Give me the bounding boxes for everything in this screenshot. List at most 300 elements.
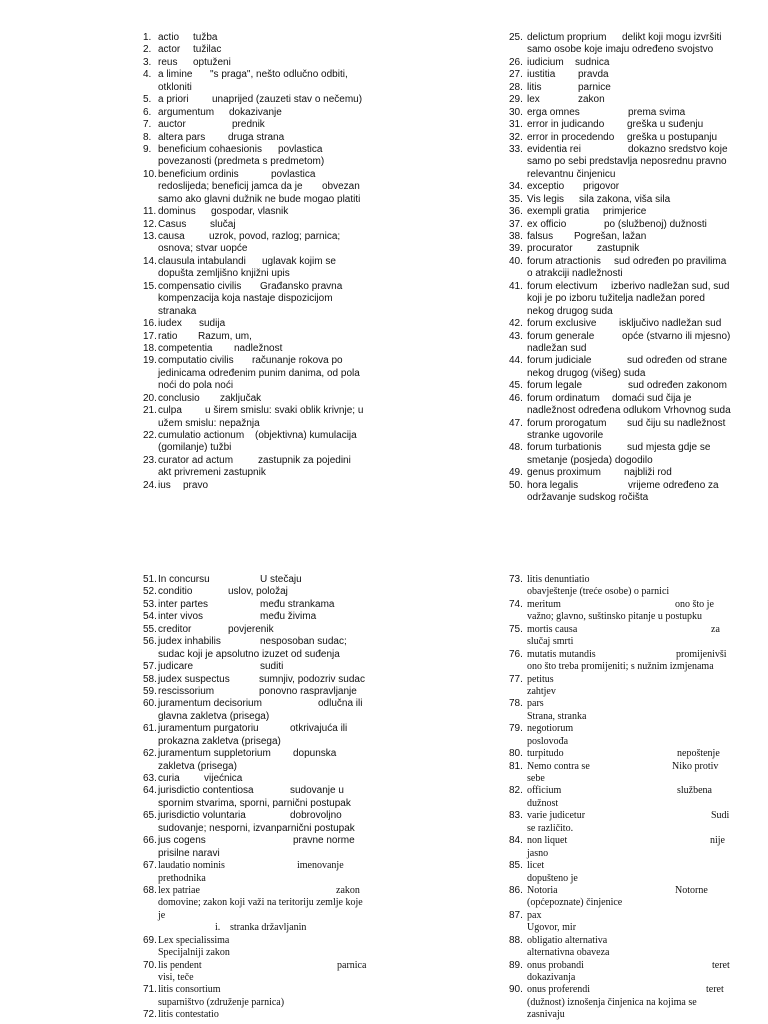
item-first-line <box>143 959 370 972</box>
list-item <box>509 255 737 281</box>
latin-term: error in procedendo <box>527 131 615 143</box>
list-item <box>143 218 370 231</box>
latin-term: beneficium ordinis <box>158 168 239 180</box>
latin-term: curia <box>158 773 180 784</box>
latin-term: litis <box>527 81 542 93</box>
definition-continuation: koji je po izboru tužitelja nadležan pored <box>527 293 705 305</box>
item-first-line <box>143 405 370 417</box>
term-list-top-left <box>143 32 370 492</box>
item-first-line <box>509 81 737 94</box>
latin-term: conditio <box>158 586 193 598</box>
term-definition: u širem smislu: svaki oblik krivnje; u <box>205 405 364 417</box>
item-number: 50. <box>509 479 523 491</box>
term-definition: tužilac <box>193 44 222 56</box>
term-definition: dokazno sredstvo koje <box>628 143 728 155</box>
item-first-line <box>143 168 370 181</box>
item-first-line <box>509 330 737 343</box>
latin-term: culpa <box>158 405 182 417</box>
list-item <box>509 32 737 57</box>
latin-term: litis denuntiatio <box>527 574 590 585</box>
item-number: 28. <box>509 81 523 93</box>
definition-continuation: sebe <box>527 773 545 784</box>
term-definition: Notorne <box>675 884 708 896</box>
term-definition: sudovanje u <box>290 785 344 797</box>
item-number: 5. <box>143 94 152 106</box>
definition-continuation: se različito. <box>527 822 574 834</box>
term-definition: imenovanje <box>297 860 344 872</box>
item-first-line <box>509 860 737 872</box>
item-first-line <box>143 69 370 81</box>
definition-continuation: noći do pola noći <box>158 380 234 392</box>
item-number: 11. <box>143 206 157 218</box>
latin-term: Notoria <box>527 884 558 896</box>
item-number: 4. <box>143 69 152 81</box>
list-item <box>143 69 370 94</box>
item-number: 3. <box>143 56 152 68</box>
latin-term: reus <box>158 56 178 68</box>
list-item <box>509 785 737 810</box>
list-item <box>509 723 737 748</box>
item-first-line <box>509 119 737 131</box>
item-first-line <box>143 723 370 735</box>
item-number: 68. <box>143 884 157 896</box>
term-definition: tužba <box>193 32 218 43</box>
item-first-line <box>509 380 737 392</box>
definition-continuation: Ugovor, mir <box>527 922 577 934</box>
latin-term: conclusio <box>158 392 200 404</box>
item-first-line <box>509 648 737 661</box>
latin-term: auctor <box>158 119 186 131</box>
term-definition: pravne norme <box>293 835 355 847</box>
item-first-line <box>509 623 737 636</box>
item-first-line <box>509 984 737 996</box>
term-definition: povlastica <box>278 143 323 155</box>
item-number: 72. <box>143 1009 157 1021</box>
list-item <box>509 56 737 69</box>
item-first-line <box>143 143 370 156</box>
list-item <box>143 392 370 405</box>
term-definition: sumnjiv, podozriv sudac <box>259 673 365 685</box>
latin-term: actor <box>158 44 181 56</box>
term-definition: sila zakona, viša sila <box>579 193 671 205</box>
item-first-line <box>143 785 370 797</box>
sub-item <box>158 922 370 934</box>
term-definition: među živima <box>260 611 317 623</box>
item-number: 75. <box>509 623 523 635</box>
item-first-line <box>509 748 737 760</box>
item-first-line <box>143 748 370 760</box>
item-number: 39. <box>509 243 523 255</box>
latin-term: forum turbationis <box>527 442 602 454</box>
item-first-line <box>143 32 370 44</box>
term-definition: najbliži rod <box>624 467 672 479</box>
item-first-line <box>143 773 370 785</box>
list-item <box>143 119 370 131</box>
item-first-line <box>509 884 737 897</box>
list-item <box>509 934 737 960</box>
latin-term: mortis causa <box>527 623 578 635</box>
item-first-line <box>509 909 737 922</box>
latin-term: lex <box>527 94 540 106</box>
item-number: 62. <box>143 748 157 760</box>
definition-continuation: dopušta zemljišno knjižni upis <box>158 268 290 280</box>
item-number: 13. <box>143 231 157 242</box>
definition-continuation: samo po sebi predstavlja neposrednu pravno <box>527 156 727 168</box>
item-number: 26. <box>509 56 523 68</box>
item-number: 16. <box>143 318 157 330</box>
list-item <box>509 760 737 786</box>
definition-continuation: zasnivaju <box>527 1009 565 1021</box>
item-number: 27. <box>509 69 523 81</box>
sub-item-text: stranka državljanin <box>230 922 307 934</box>
item-first-line <box>509 181 737 193</box>
item-number: 23. <box>143 454 157 466</box>
list-item <box>509 206 737 218</box>
latin-term: forum generale <box>527 330 595 342</box>
item-first-line <box>143 1009 370 1021</box>
item-number: 83. <box>509 810 523 822</box>
list-item <box>509 243 737 255</box>
definition-continuation: (gomilanje) tužbi <box>158 442 232 454</box>
item-first-line <box>509 32 737 44</box>
item-first-line <box>143 673 370 686</box>
latin-term: beneficium cohaesionis <box>158 143 262 155</box>
list-item <box>143 206 370 218</box>
item-first-line <box>509 835 737 847</box>
item-first-line <box>509 760 737 773</box>
definition-continuation: sudac koji je apsolutno izuzet od suđenja <box>158 648 340 660</box>
item-first-line <box>509 723 737 735</box>
list-item <box>143 56 370 69</box>
item-number: 53. <box>143 598 157 610</box>
latin-term: varie judicetur <box>527 810 586 822</box>
item-first-line <box>509 280 737 293</box>
item-first-line <box>509 131 737 144</box>
definition-continuation: poslovođa <box>527 735 569 747</box>
definition-continuation: Specijalniji zakon <box>158 947 230 959</box>
item-first-line <box>143 218 370 231</box>
list-item <box>509 648 737 674</box>
latin-term: iudex <box>158 318 182 330</box>
latin-term: dominus <box>158 206 196 218</box>
item-first-line <box>509 442 737 454</box>
list-item <box>509 280 737 318</box>
item-first-line <box>509 218 737 231</box>
latin-term: a priori <box>158 94 189 106</box>
item-first-line <box>509 934 737 947</box>
term-definition: parnice <box>578 81 611 93</box>
latin-term: laudatio nominis <box>158 860 225 872</box>
item-number: 60. <box>143 698 157 710</box>
item-number: 64. <box>143 785 157 797</box>
latin-term: inter vivos <box>158 611 204 623</box>
latin-term: rescissorium <box>158 685 215 697</box>
item-number: 59. <box>143 685 157 697</box>
latin-term: exceptio <box>527 181 565 193</box>
item-first-line <box>143 231 370 243</box>
list-item <box>509 909 737 935</box>
latin-term: forum judiciale <box>527 355 592 367</box>
term-definition: sudija <box>199 318 226 330</box>
item-first-line <box>143 106 370 119</box>
item-number: 76. <box>509 648 523 660</box>
term-definition: greška u postupanju <box>627 131 718 143</box>
item-number: 74. <box>509 598 523 610</box>
item-first-line <box>509 810 737 822</box>
item-number: 33. <box>509 143 523 155</box>
latin-term: judex inhabilis <box>158 636 221 648</box>
definition-continuation: o atrakciji nadležnosti <box>527 268 623 280</box>
term-definition: gospodar, vlasnik <box>211 206 289 218</box>
term-definition: dokazivanje <box>229 106 282 118</box>
item-number: 14. <box>143 255 157 267</box>
list-item <box>509 598 737 624</box>
term-definition: parnica <box>337 959 367 971</box>
list-item <box>509 69 737 81</box>
list-item <box>509 355 737 380</box>
list-item <box>509 131 737 144</box>
list-item <box>509 835 737 860</box>
item-number: 30. <box>509 106 523 118</box>
list-item <box>509 392 737 418</box>
definition-continuation: kompenzacija koja nastaje dispozicijom <box>158 293 333 305</box>
item-first-line <box>143 56 370 69</box>
term-definition: vrijeme određeno za <box>628 479 719 491</box>
item-number: 51. <box>143 574 157 585</box>
list-item <box>143 623 370 636</box>
item-number: 66. <box>143 835 157 847</box>
definition-continuation: jasno <box>527 847 549 859</box>
latin-term: delictum proprium <box>527 32 607 43</box>
latin-term: altera pars <box>158 131 206 143</box>
list-item <box>143 342 370 355</box>
latin-term: Lex specialissima <box>158 934 230 946</box>
latin-term: juramentum purgatoriu <box>158 723 259 735</box>
latin-term: computatio civilis <box>158 355 234 367</box>
term-definition: Pogrešan, lažan <box>574 231 647 242</box>
definition-continuation: nekog drugog (višeg) suda <box>527 367 646 379</box>
latin-term: pars <box>527 698 544 710</box>
list-item <box>143 32 370 44</box>
item-first-line <box>509 785 737 797</box>
definition-continuation: glavna zakletva (prisega) <box>158 710 270 722</box>
term-definition: greška u suđenju <box>627 119 704 131</box>
term-definition: zastupnik <box>597 243 640 255</box>
definition-continuation: je <box>158 909 166 921</box>
item-first-line <box>143 810 370 822</box>
list-item <box>509 143 737 181</box>
term-definition: Niko protiv <box>672 760 719 772</box>
list-item <box>143 810 370 835</box>
list-item <box>143 231 370 256</box>
item-first-line <box>143 342 370 355</box>
term-definition: optuženi <box>193 56 231 68</box>
latin-term: officium <box>527 785 562 797</box>
list-item <box>143 574 370 586</box>
definition-continuation: povezanosti (predmeta s predmetom) <box>158 156 325 168</box>
list-item <box>143 168 370 206</box>
item-number: 24. <box>143 479 157 491</box>
item-first-line <box>143 430 370 442</box>
item-number: 86. <box>509 884 523 896</box>
term-definition: prigovor <box>583 181 620 193</box>
latin-term: In concursu <box>158 574 210 585</box>
definition-continuation: prethodnika <box>158 872 206 884</box>
item-first-line <box>143 698 370 710</box>
definition-continuation: nadležnost određena odlukom Vrhovnog suda <box>527 405 731 417</box>
item-number: 9. <box>143 143 152 155</box>
list-item <box>509 94 737 106</box>
term-definition: nadležnost <box>234 342 283 354</box>
list-item <box>143 106 370 119</box>
term-definition: delikt koji mogu izvršiti <box>622 32 722 43</box>
term-definition: sud čiju su nadležnost <box>627 417 726 429</box>
item-number: 2. <box>143 44 152 56</box>
item-first-line <box>143 355 370 367</box>
definition-continuation: zahtjev <box>527 685 556 697</box>
term-definition: teret <box>712 959 730 971</box>
term-definition: ponovno raspravljanje <box>259 685 357 697</box>
definition-continuation: relevantnu činjenicu <box>527 168 616 180</box>
item-number: 25. <box>509 32 523 43</box>
list-item <box>143 685 370 698</box>
item-number: 70. <box>143 959 157 971</box>
list-item <box>143 479 370 492</box>
list-item <box>143 280 370 318</box>
definition-continuation: (dužnost) iznošenja činjenica na kojima se <box>527 996 697 1008</box>
list-item <box>143 598 370 611</box>
latin-term: negotiorum <box>527 723 574 735</box>
definition-continuation: domovine; zakon koji važi na teritoriju zemlje koje <box>158 897 363 909</box>
term-definition: primjerice <box>603 206 647 218</box>
definition-continuation: prisilne naravi <box>158 847 220 859</box>
definition-continuation: slučaj smrti <box>527 636 574 648</box>
term-definition: sud mjesta gdje se <box>627 442 711 454</box>
term-definition: promijenivši <box>676 648 727 660</box>
item-number: 31. <box>509 119 523 131</box>
latin-term: forum electivum <box>527 280 598 292</box>
item-number: 35. <box>509 193 523 205</box>
sub-item-number: i. <box>215 922 221 934</box>
term-definition: Razum, um, <box>198 330 252 342</box>
latin-term: forum atractionis <box>527 255 601 267</box>
list-item <box>509 673 737 699</box>
item-number: 57. <box>143 661 157 673</box>
item-first-line <box>143 574 370 586</box>
term-definition: službena <box>677 785 712 797</box>
term-definition: Građansko pravna <box>260 280 343 292</box>
item-first-line <box>509 392 737 405</box>
item-first-line <box>509 69 737 81</box>
item-first-line <box>509 467 737 479</box>
item-number: 63. <box>143 773 157 784</box>
latin-term: iudicium <box>527 56 564 68</box>
item-number: 43. <box>509 330 523 342</box>
item-first-line <box>143 454 370 467</box>
term-definition: zastupnik za pojedini <box>258 454 351 466</box>
item-first-line <box>143 934 370 947</box>
list-item <box>509 218 737 231</box>
item-number: 7. <box>143 119 152 131</box>
item-number: 40. <box>509 255 523 267</box>
term-definition: slučaj <box>210 218 236 230</box>
list-item <box>509 81 737 94</box>
latin-term: lis pendent <box>158 959 202 971</box>
item-number: 87. <box>509 909 523 921</box>
list-item <box>509 574 737 599</box>
definition-continuation: samo ako glavni dužnik ne bude mogao platiti <box>158 193 361 205</box>
item-number: 65. <box>143 810 157 822</box>
definition-continuation: redoslijeda; beneficij jamca da je obvezan <box>158 181 360 193</box>
item-first-line <box>509 56 737 69</box>
term-list-top-right <box>509 32 737 505</box>
item-first-line <box>143 119 370 131</box>
item-number: 29. <box>509 94 523 106</box>
latin-term: onus probandi <box>527 959 584 971</box>
term-definition: zakon <box>336 884 360 896</box>
term-definition: sud određen zakonom <box>628 380 727 392</box>
latin-term: ratio <box>158 330 178 342</box>
list-item <box>143 673 370 686</box>
term-definition: povjerenik <box>228 623 274 635</box>
definition-continuation: zakletva (prisega) <box>158 760 237 772</box>
latin-term: inter partes <box>158 598 209 610</box>
latin-term: exempli gratia <box>527 206 590 218</box>
list-item <box>143 430 370 455</box>
term-definition: "s praga", nešto odlučno odbiti, <box>210 69 348 81</box>
term-list-bottom-right <box>509 574 737 1022</box>
term-definition: nije <box>710 835 725 847</box>
term-definition: izberivo nadležan sud, sud <box>611 280 730 292</box>
term-definition: sud određen po pravilima <box>614 255 727 267</box>
item-number: 47. <box>509 417 523 429</box>
item-number: 46. <box>509 392 523 404</box>
item-first-line <box>509 417 737 430</box>
latin-term: forum ordinatum <box>527 392 600 404</box>
item-number: 88. <box>509 934 523 946</box>
item-number: 90. <box>509 984 523 996</box>
latin-term: falsus <box>527 231 554 242</box>
latin-term: procurator <box>527 243 573 255</box>
item-first-line <box>509 355 737 367</box>
item-number: 36. <box>509 206 523 218</box>
item-first-line <box>509 318 737 330</box>
list-item <box>509 119 737 131</box>
definition-continuation: osnova; stvar uopće <box>158 243 248 255</box>
item-number: 37. <box>509 218 523 230</box>
latin-term: mutatis mutandis <box>527 648 596 660</box>
definition-continuation: samo osobe koje imaju određeno svojstvo <box>527 44 714 56</box>
list-item <box>509 181 737 193</box>
list-item <box>143 330 370 343</box>
item-number: 15. <box>143 280 157 292</box>
definition-continuation: dopušteno je <box>527 872 578 884</box>
definition-continuation: alternativna obaveza <box>527 947 610 959</box>
list-item <box>509 810 737 835</box>
list-item <box>509 106 737 119</box>
list-item <box>143 131 370 144</box>
list-item <box>143 723 370 748</box>
latin-term: jurisdictio voluntaria <box>158 810 246 822</box>
definition-continuation: ono što treba promijeniti; s nužnim izmjenama <box>527 661 714 673</box>
item-number: 45. <box>509 380 523 392</box>
item-number: 19. <box>143 355 157 367</box>
item-number: 8. <box>143 131 152 143</box>
latin-term: turpitudo <box>527 748 564 760</box>
latin-term: litis contestatio <box>158 1009 219 1021</box>
item-first-line <box>143 131 370 144</box>
item-first-line <box>509 106 737 119</box>
